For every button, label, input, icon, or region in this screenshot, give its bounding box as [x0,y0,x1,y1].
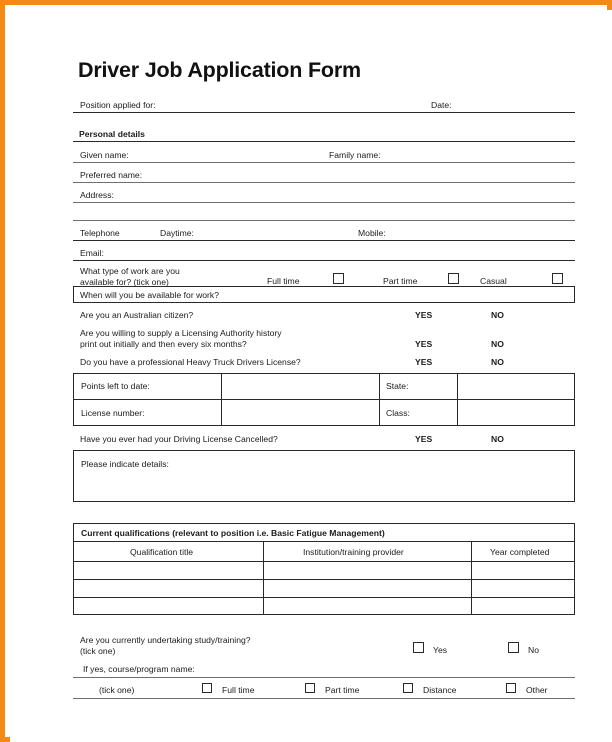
study-mode-label-part-time: Part time [325,685,360,695]
study-checkbox-no[interactable] [508,642,519,653]
daytime-label: Daytime: [160,228,194,238]
eligibility-question-3: Do you have a professional Heavy Truck Drivers License? [80,357,301,367]
cancellation-no[interactable]: NO [491,434,504,444]
license-table-row-divider [73,399,575,400]
mobile-label: Mobile: [358,228,386,238]
study-mode-checkbox-other[interactable] [506,683,516,693]
form-document [67,10,575,742]
eligibility-no-2[interactable]: NO [491,339,504,349]
study-question-line1: Are you currently undertaking study/training? [80,635,251,645]
license-table-col-divider-2 [379,373,380,426]
eligibility-question-1: Are you an Australian citizen? [80,310,194,320]
work-type-option-label-full-time: Full time [267,276,300,286]
date-label: Date: [431,100,452,110]
study-mode-rule [73,698,575,699]
table-row[interactable] [73,561,575,579]
personal-details-rule [73,141,575,142]
study-question-line2: (tick one) [80,646,116,656]
work-type-option-label-casual: Casual [480,276,507,286]
eligibility-yes-2[interactable]: YES [415,339,433,349]
eligibility-no-3[interactable]: NO [491,357,504,367]
email-rule [73,260,575,261]
study-label-yes: Yes [433,645,448,655]
work-type-checkbox-casual[interactable] [552,273,563,284]
eligibility-no-1[interactable]: NO [491,310,504,320]
study-mode-checkbox-distance[interactable] [403,683,413,693]
study-mode-label-distance: Distance [423,685,457,695]
telephone-label: Telephone [80,228,120,238]
availability-question: When will you be available for work? [80,290,219,300]
study-mode-label-full-time: Full time [222,685,255,695]
email-label: Email: [80,248,104,258]
work-type-option-label-part-time: Part time [383,276,418,286]
class-label: Class: [386,408,410,418]
telephone-rule [73,240,575,241]
address-rule-2 [73,220,575,221]
qualifications-column-header-provider: Institution/training provider [303,547,404,557]
cancellation-details-box[interactable] [73,450,575,502]
name-rule [73,162,575,163]
eligibility-yes-3[interactable]: YES [415,357,433,367]
license-table-col-divider-1 [221,373,222,426]
eligibility-question-2-line1: Are you willing to supply a Licensing Authority history [80,328,282,338]
cancellation-question: Have you ever had your Driving License Cancelled? [80,434,278,444]
course-name-label: If yes, course/program name: [83,664,195,674]
family-name-label: Family name: [329,150,381,160]
study-mode-tick-one-label: (tick one) [99,685,135,695]
work-type-checkbox-full-time[interactable] [333,273,344,284]
license-number-label: License number: [81,408,145,418]
eligibility-yes-1[interactable]: YES [415,310,433,320]
qualifications-column-header-year: Year completed [490,547,550,557]
work-type-checkbox-part-time[interactable] [448,273,459,284]
cancellation-yes[interactable]: YES [415,434,433,444]
address-label: Address: [80,190,114,200]
table-row[interactable] [73,579,575,597]
cancellation-details-label: Please indicate details: [81,459,169,469]
page-title: Driver Job Application Form [78,58,361,82]
form-sheet [10,10,612,742]
license-table-col-divider-3 [457,373,458,426]
study-mode-label-other: Other [526,685,548,695]
position-applied-label: Position applied for: [80,100,156,110]
qualifications-column-header-title: Qualification title [130,547,194,557]
qualifications-heading: Current qualifications (relevant to position i.e. Basic Fatigue Management) [81,528,385,538]
table-row[interactable] [73,597,575,615]
personal-details-heading: Personal details [79,129,145,139]
preferred-name-rule [73,182,575,183]
work-type-question-line2: available for? (tick one) [80,277,169,287]
address-rule-1 [73,202,575,203]
preferred-name-label: Preferred name: [80,170,143,180]
study-checkbox-yes[interactable] [413,642,424,653]
work-type-question-line1: What type of work are you [80,266,180,276]
position-date-rule [73,112,575,113]
study-mode-checkbox-full-time[interactable] [202,683,212,693]
state-label: State: [386,381,409,391]
qualifications-title-divider [73,541,575,542]
study-mode-checkbox-part-time[interactable] [305,683,315,693]
given-name-label: Given name: [80,150,129,160]
eligibility-question-2-line2: print out initially and then every six months? [80,339,247,349]
course-name-rule [73,677,575,678]
study-label-no: No [528,645,539,655]
points-left-label: Points left to date: [81,381,150,391]
